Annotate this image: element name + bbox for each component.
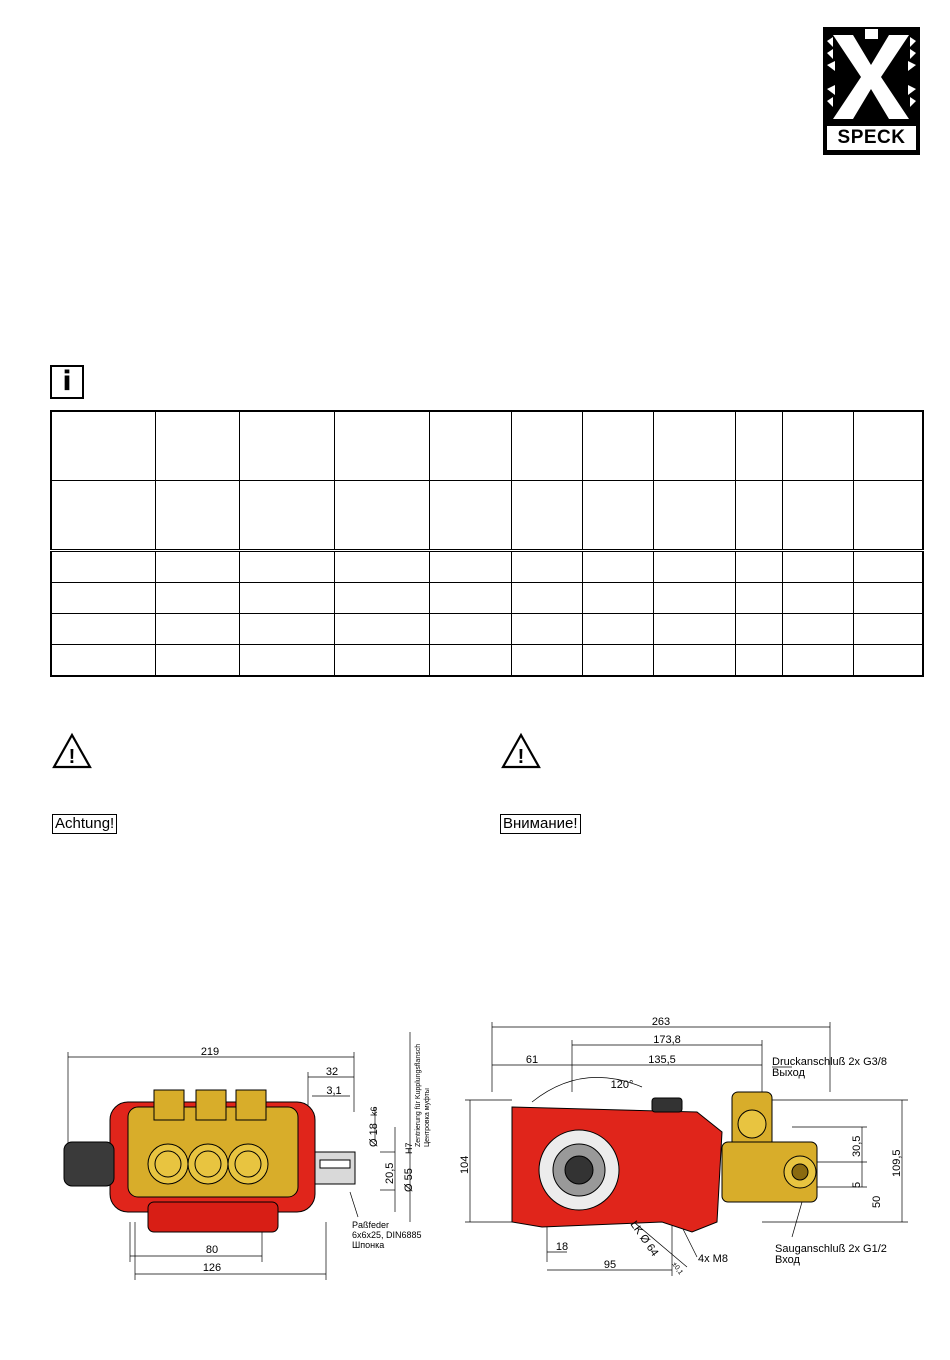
achtung-label: Achtung! [52,814,117,834]
dim-bolts: 4x M8 [698,1253,728,1265]
vnimanie-label: Внимание! [500,814,581,834]
dim-angle-120: 120° [610,1079,634,1091]
warning-triangle-icon [52,733,92,769]
table-header-row [51,481,923,551]
speck-logo [823,27,920,155]
dim-5: 5 [851,1181,863,1188]
table-row [51,614,923,645]
key-note-spec: 6x6x25, DIN6885 [352,1230,422,1240]
dim-109-5: 109,5 [891,1149,903,1177]
dim-overall-length: 263 [651,1016,671,1028]
table-row [51,551,923,583]
dim-50: 50 [871,1195,883,1208]
dim-95: 95 [603,1259,617,1271]
dim-3-1: 3,1 [326,1085,342,1097]
dim-18: 18 [555,1241,569,1253]
table-row [51,583,923,614]
svg-text:!: ! [517,746,525,768]
dim-173-8: 173,8 [653,1034,681,1046]
dim-shaft-tolerance: k6 [369,1106,379,1116]
key-note-ru: Шпонка [352,1240,385,1250]
pressure-port-label-ru: Выход [772,1067,805,1079]
dim-135-5: 135,5 [648,1054,676,1066]
spec-table [50,410,924,677]
dim-32: 32 [325,1066,339,1078]
dim-bolt-circle-tol: ±0,1 [670,1261,684,1277]
dim-shaft-diameter: Ø 18 [368,1123,380,1147]
dim-flange-diameter: Ø 55 [403,1168,415,1192]
pressure-port-label: Druckanschluß 2x G3/8 [772,1056,887,1068]
suction-port-label-ru: Вход [775,1254,800,1266]
dim-30-5: 30,5 [851,1135,863,1157]
dim-20-5: 20,5 [384,1162,396,1184]
key-note: Paßfeder [352,1220,390,1230]
dim-126: 126 [202,1262,222,1274]
table-header-row [51,411,923,481]
suction-port-label: Sauganschluß 2x G1/2 [775,1243,887,1255]
table-row [51,645,923,677]
svg-text:!: ! [68,746,76,768]
dim-bolt-circle: LK Ø 64 [627,1218,661,1259]
centering-note: Zentrierung für Kupplungsflansch [415,1043,422,1147]
pump-front-view-drawing [50,1012,450,1282]
dim-flange-tolerance: H7 [404,1142,414,1154]
warning-triangle-icon [501,733,541,769]
info-icon: i [50,365,84,399]
dim-61: 61 [525,1054,539,1066]
pump-side-view-drawing [459,1012,922,1282]
dim-80: 80 [205,1244,219,1256]
logo-wordmark: SPECK [827,126,916,150]
dim-104: 104 [459,1155,471,1174]
centering-note-ru: Центровка муфты [424,1088,431,1147]
speck-emblem-icon [823,27,920,127]
dim-overall-width: 219 [200,1046,220,1058]
